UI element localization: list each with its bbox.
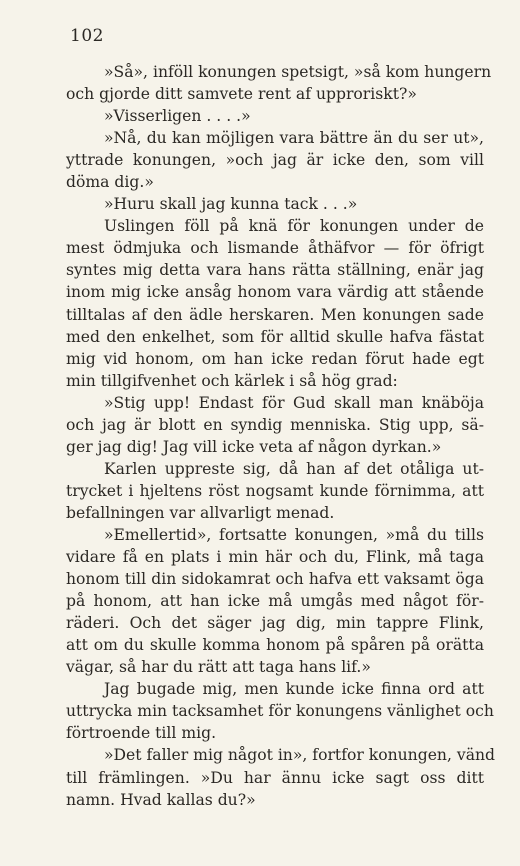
text-line: syntes mig detta vara hans rätta ställning, enär jag bbox=[66, 261, 484, 280]
text-line: vidare få en plats i min här och du, Flink, må taga bbox=[66, 548, 484, 567]
text-line: med den enkelhet, som för alltid skulle hafva fästat bbox=[66, 327, 484, 346]
text-line: »Så», inföll konungen spetsigt, »så kom hungern bbox=[104, 63, 492, 81]
text-line: uttrycka min tacksamhet för konungens vänlighet och bbox=[66, 702, 494, 721]
text-line: yttrade konungen, »och jag är icke den, som vill bbox=[66, 151, 484, 170]
text-line: Jag bugade mig, men kunde icke finna ord att bbox=[104, 680, 484, 699]
text-line: på honom, att han icke må umgås med något för- bbox=[66, 592, 484, 611]
text-line: »Nå, du kan möjligen vara bättre än du ser ut», bbox=[104, 129, 484, 148]
text-line: namn. Hvad kallas du?» bbox=[66, 790, 256, 809]
text-line: förtroende till mig. bbox=[66, 724, 217, 743]
text-line: trycket i hjeltens röst nogsamt kunde förnimma, att bbox=[66, 481, 484, 500]
text-line: räderi. Och det säger jag dig, min tappre Flink, bbox=[66, 614, 484, 633]
text-line: mig vid honom, om han icke redan förut hade egt bbox=[66, 349, 484, 368]
text-line: Uslingen föll på knä för konungen under de bbox=[104, 217, 484, 236]
text-line: inom mig icke ansåg honom vara värdig att stående bbox=[66, 283, 484, 302]
text-line: »Det faller mig något in», fortfor konungen, vänd bbox=[104, 746, 496, 765]
text-line: vägar, så har du rätt att taga hans lif.» bbox=[66, 658, 371, 677]
text-line: till främlingen. »Du har ännu icke sagt oss ditt bbox=[66, 768, 484, 787]
text-line: ger jag dig! Jag vill icke veta af någon dyrkan.» bbox=[66, 437, 442, 456]
text-line: »Emellertid», fortsatte konungen, »må du tills bbox=[104, 525, 484, 544]
text-line: Karlen uppreste sig, då han af det otåliga ut- bbox=[104, 459, 484, 478]
text-line: tilltalas af den ädle herskaren. Men konungen sade bbox=[66, 305, 484, 324]
text-line: »Stig upp! Endast för Gud skall man knäböja bbox=[104, 393, 484, 412]
text-line: och gjorde ditt samvete rent af upproriskt?» bbox=[66, 85, 417, 104]
text-line: »Huru skall jag kunna tack . . .» bbox=[104, 195, 358, 214]
text-line: döma dig.» bbox=[66, 173, 154, 192]
text-line: mest ödmjuka och lismande åthäfvor — för öfrigt bbox=[66, 239, 484, 258]
text-line: befallningen var allvarligt menad. bbox=[66, 503, 335, 522]
text-line: och jag är blott en syndig menniska. Stig upp, sä- bbox=[66, 415, 484, 434]
text-line: att om du skulle komma honom på spåren på orätta bbox=[66, 636, 484, 655]
page-number: 102 bbox=[70, 26, 104, 46]
body-text bbox=[66, 61, 496, 811]
text-line: min tillgifvenhet och kärlek i så hög grad: bbox=[66, 371, 398, 390]
text-line: honom till din sidokamrat och hafva ett vaksamt öga bbox=[66, 570, 484, 589]
text-line: »Visserligen . . . .» bbox=[104, 107, 251, 126]
